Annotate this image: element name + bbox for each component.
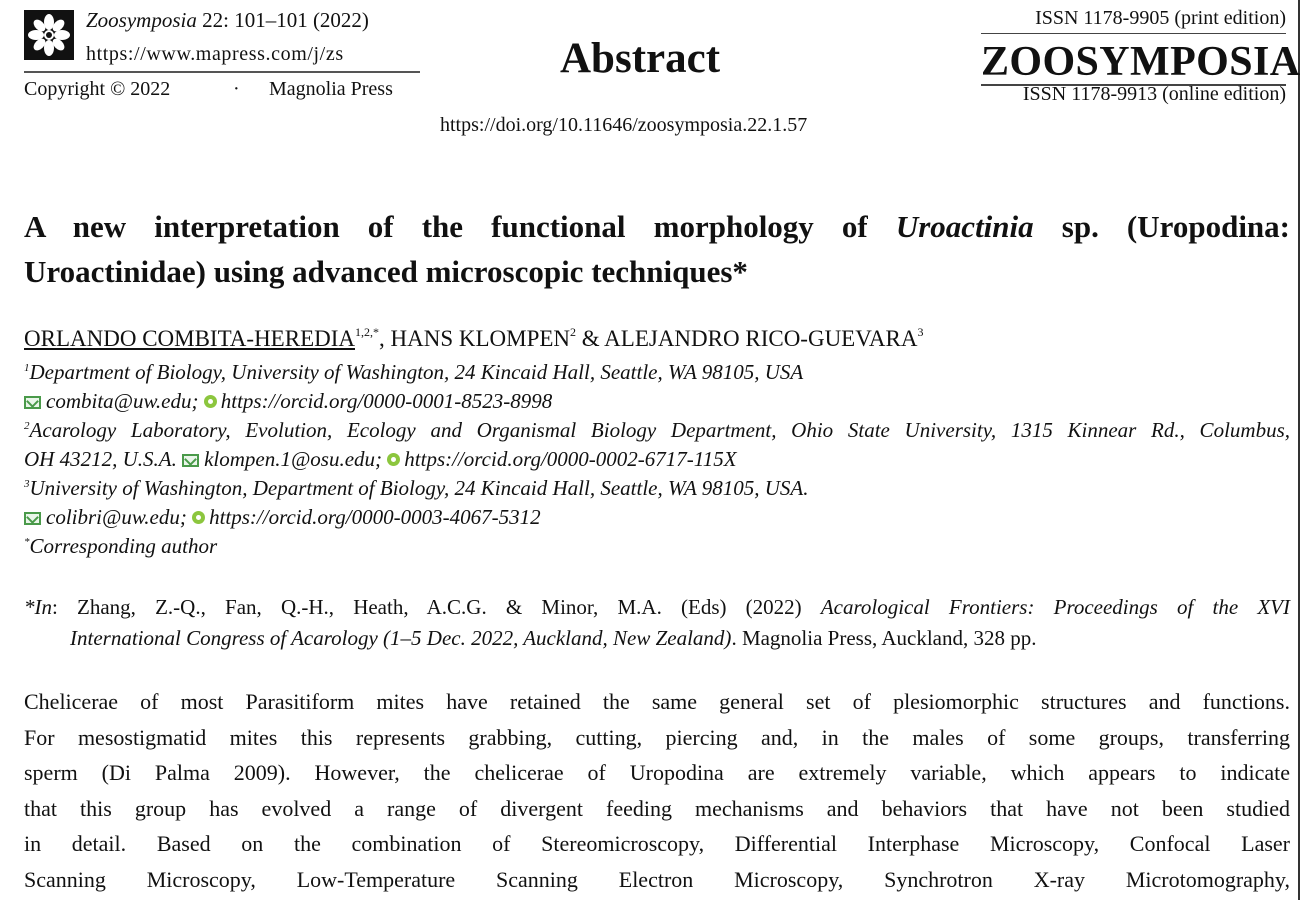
reference-line-1: *In: Zhang, Z.-Q., Fan, Q.-H., Heath, A.C.G. & Minor, M.A. (Eds) (2022) Acarological Frontiers: Proceedings of the XVI <box>24 595 1290 619</box>
journal-url-link[interactable]: https://www.mapress.com/j/zs <box>86 43 344 65</box>
affiliation-2: $^2$Acarology Laboratory, Evolution, Ecology and Organismal Biology Department, Ohio State University, 1315 Kinnear Rd., Columbus, <box>24 418 1290 442</box>
email-link[interactable]: combita@uw.edu; <box>46 389 199 413</box>
corresponding-author-note: *Corresponding author <box>24 534 218 558</box>
author-superscript: 1,2,* <box>355 325 379 339</box>
reference-line-2: International Congress of Acarology (1–5 Dec. 2022, Auckland, New Zealand). Magnolia Press, Auckland, 328 pp. <box>70 626 1037 650</box>
title-line-2: Uroactinidae) using advanced microscopic techniques* <box>24 254 748 289</box>
header-divider <box>24 71 420 73</box>
paper-title <box>24 204 1290 294</box>
header-right-rule-top <box>981 33 1286 34</box>
abstract-body <box>24 684 1290 897</box>
orcid-link[interactable]: https://orcid.org/0000-0002-6717-115X <box>404 447 737 471</box>
email-link[interactable]: colibri@uw.edu; <box>46 505 187 529</box>
section-heading: Abstract <box>560 35 721 82</box>
body-line: that this group has evolved a range of divergent feeding mechanisms and behaviors that have not been studied <box>24 795 1290 821</box>
orcid-icon <box>204 395 217 408</box>
email-icon <box>24 396 41 409</box>
issn-online: ISSN 1178-9913 (online edition) <box>1022 83 1286 105</box>
orcid-link[interactable]: https://orcid.org/0000-0001-8523-8998 <box>220 389 553 413</box>
email-icon <box>182 454 199 467</box>
affiliation-1: $^1$Department of Biology, University of Washington, 24 Kincaid Hall, Seattle, WA 98105, USA <box>24 360 804 384</box>
email-link[interactable]: klompen.1@osu.edu; <box>204 447 383 471</box>
email-icon <box>24 512 41 525</box>
orcid-icon <box>387 453 400 466</box>
author-superscript: 3 <box>917 325 924 339</box>
copyright: Copyright © 2022 <box>24 78 171 100</box>
proceedings-reference <box>24 592 1290 654</box>
affiliation-3-contact <box>24 503 1290 532</box>
issn-print: ISSN 1178-9905 (print edition) <box>1035 7 1286 29</box>
orcid-icon <box>192 511 205 524</box>
author-name: ORLANDO COMBITA-HEREDIA <box>24 326 355 351</box>
author-list: ORLANDO COMBITA-$HEREDIA^{1,2,*}$, HANS KLOMPEN$^2$ & ALEJANDRO RICO-GUEVARA$^3$ <box>24 325 924 351</box>
journal-logo-icon <box>24 10 74 60</box>
journal-name: ZOOSYMPOSIA <box>981 39 1300 85</box>
body-line: For mesostigmatid mites this represents grabbing, cutting, piercing and, in the males of some groups, transferring <box>24 724 1290 750</box>
affiliation-1-contact <box>24 387 1290 416</box>
title-line-1: A new interpretation of the functional morphology of Uroactinia sp. (Uropodina: <box>24 209 1291 244</box>
body-line: in detail. Based on the combination of Stereomicroscopy, Differential Interphase Microscopy, Confocal Laser <box>24 831 1290 856</box>
orcid-link[interactable]: https://orcid.org/0000-0003-4067-5312 <box>209 505 541 529</box>
body-line: Scanning Microscopy, Low-Temperature Scanning Electron Microscopy, Synchrotron X-ray Microtomography, <box>24 866 1290 892</box>
body-line: Chelicerae of most Parasitiform mites have retained the same general set of plesiomorphic structures and functions. <box>24 689 1290 714</box>
affiliation-2-contact: OH 43212, U.S.A. klompen.1@osu.edu; https://orcid.org/0000-0002-6717-115X <box>24 447 737 471</box>
publisher: Magnolia Press <box>269 78 393 100</box>
doi-link[interactable]: https://doi.org/10.11646/zoosymposia.22.1.57 <box>440 114 808 136</box>
journal-citation: Zoosymposia 22: 101–101 (2022) <box>86 8 369 32</box>
affiliation-3: $^3$University of Washington, Department of Biology, 24 Kincaid Hall, Seattle, WA 98105, USA. <box>24 476 809 500</box>
separator: · <box>233 78 240 100</box>
body-line: sperm (Di Palma 2009). However, the chelicerae of Uropodina are extremely variable, which appears to indicate <box>24 760 1290 785</box>
author-superscript: 2 <box>570 325 577 339</box>
